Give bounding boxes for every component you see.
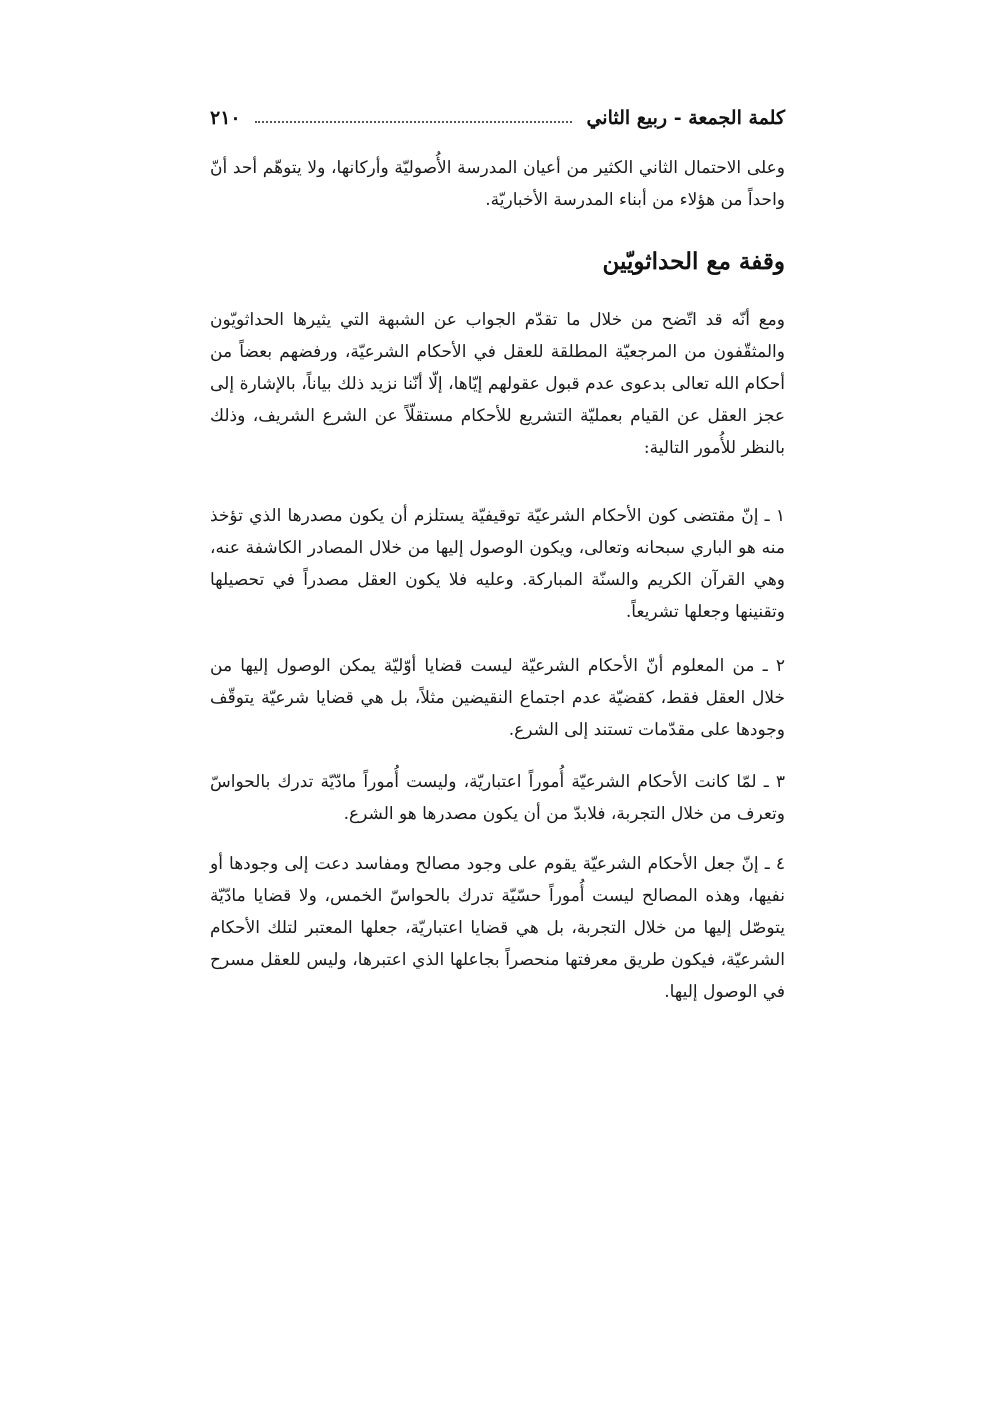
list-item-4: ٤ ـ إنّ جعل الأحكام الشرعيّة يقوم على وجود مصالح ومفاسد دعت إلى وجودها أو نفيها، وهذه المصالح ليست أُموراً حسّيّة تدرك بالحواسّ الخمس، ولا قضايا مادّيّة يتوصّل إليها من خلال التجربة، بل هي قضايا اعتباريّة، جعلها المعتبر لتلك الأحكام الشرعيّة، فيكون طريق معرفتها منحصراً بجاعلها الذي اعتبرها، وليس للعقل مسرح في الوصول إليها.: [210, 854, 785, 1002]
header-dotted-leader: [255, 121, 573, 123]
main-paragraph: ومع أنّه قد اتّضح من خلال ما تقدّم الجواب عن الشبهة التي يثيرها الحداثويّون والمثقّفون من المرجعيّة المطلقة للعقل في الأحكام الشرعيّة، ورفضهم بعضاً من أحكام الله تعالى بدعوى عدم قبول عقولهم إيّاها، إلّا أنّنا نزيد ذلك بياناً، بالإشارة إلى عجز العقل عن القيام بعمليّة التشريع للأحكام مستقلّاً عن الشرع الشريف، وذلك بالنظر للأُمور التالية:: [210, 310, 785, 458]
running-header: [210, 98, 785, 138]
list-item-3: ٣ ـ لمّا كانت الأحكام الشرعيّة أُموراً اعتباريّة، وليست أُموراً مادّيّة تدرك بالحواسّ وتعرف من خلال التجربة، فلابدّ من أن يكون مصدرها هو الشرع.: [210, 772, 785, 824]
header-title: كلمة الجمعة - ربيع الثاني: [586, 107, 785, 129]
page-number: ٢١٠: [210, 107, 241, 129]
list-item-1: ١ ـ إنّ مقتضى كون الأحكام الشرعيّة توقيفيّة يستلزم أن يكون مصدرها الذي تؤخذ منه هو الباري سبحانه وتعالى، ويكون الوصول إليها من خلال المصادر الكاشفة عنه، وهي القرآن الكريم والسنّة المباركة. وعليه فلا يكون العقل مصدراً في تحصيلها وتقنينها وجعلها تشريعاً.: [210, 506, 785, 622]
intro-paragraph-block: [210, 152, 785, 216]
list-item-block: [210, 848, 785, 1008]
list-item-block: [210, 500, 785, 628]
main-paragraph-block: [210, 304, 785, 464]
intro-paragraph: وعلى الاحتمال الثاني الكثير من أعيان المدرسة الأُصوليّة وأركانها، ولا يتوهّم أحد أنّ واحداً من هؤلاء من أبناء المدرسة الأخباريّة.: [210, 158, 785, 210]
list-item-2: ٢ ـ من المعلوم أنّ الأحكام الشرعيّة ليست قضايا أوّليّة يمكن الوصول إليها من خلال العقل فقط، كقضيّة عدم اجتماع النقيضين مثلاً، بل هي قضايا شرعيّة يتوقّف وجودها على مقدّمات تستند إلى الشرع.: [210, 656, 785, 740]
list-item-block: [210, 650, 785, 746]
list-item-block: [210, 766, 785, 830]
section-heading: وقفة مع الحداثويّين: [602, 248, 785, 275]
